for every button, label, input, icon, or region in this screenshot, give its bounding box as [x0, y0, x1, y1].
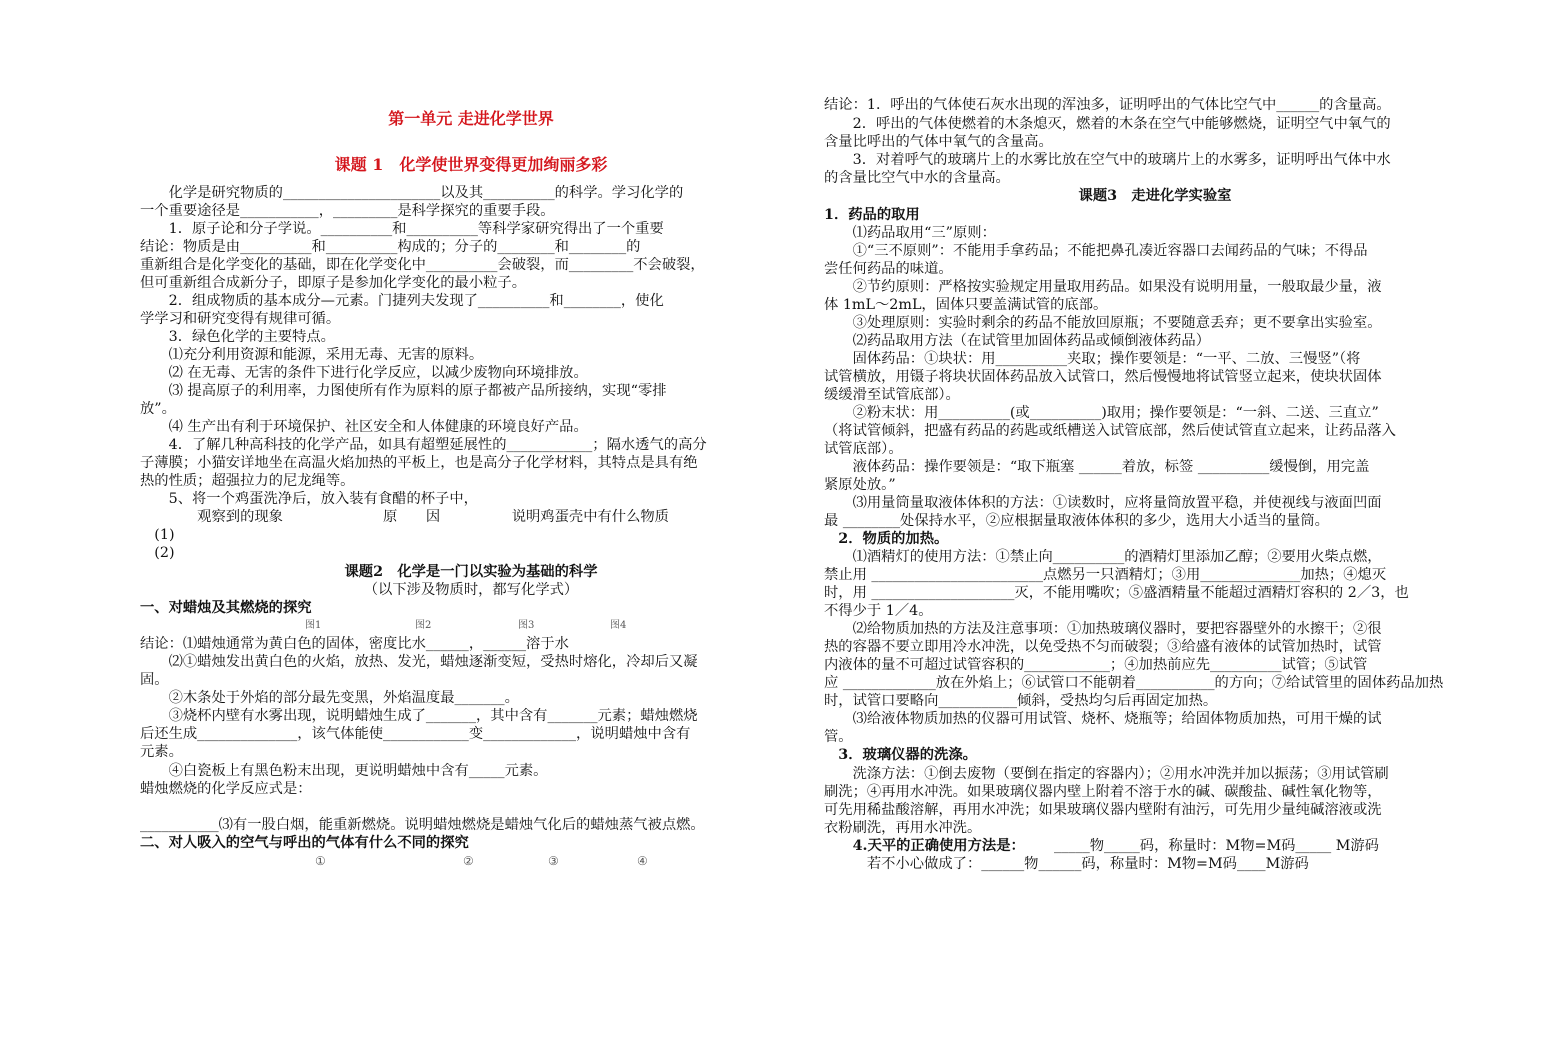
text-line: 学学习和研究变得有规律可循。: [140, 311, 341, 327]
text-line: ⑶用量筒量取液体体积的方法：①读数时，应将量筒放置平稳，并使视线与液面凹面: [824, 495, 1382, 511]
section1-heading: 一、对蜡烛及其燃烧的探究: [140, 600, 312, 616]
text-line: 热的容器不要立即用冷水冲洗，以免受热不匀而破裂；③给盛有液体的试管加热时，试管: [824, 639, 1382, 655]
text-line: 1．原子论和分子学说。__________和__________等科学家研究得出了一个重要: [140, 221, 664, 237]
text-line: ⑶给液体物质加热的仪器可用试管、烧杯、烧瓶等；给固体物质加热，可用干燥的试: [824, 711, 1382, 727]
text-line: ②节约原则：严格按实验规定用量取用药品。如果没有说明用量，一般取最少量，液: [824, 279, 1382, 295]
text-line: 体 1mL～2mL，固体只要盖满试管的底部。: [824, 297, 1108, 313]
text-line: 5、将一个鸡蛋洗净后，放入装有食醋的杯子中，: [140, 491, 478, 507]
text-line: ⑵药品取用方法（在试管里加固体药品或倾倒液体药品）: [824, 333, 1211, 349]
text-line: 最 ________处保持水平，②应根据量取液体体积的多少，选用大小适当的量筒。: [824, 513, 1329, 529]
text-line: 尝任何药品的味道。: [824, 261, 953, 277]
text-line: 液体药品：操作要领是：“取下瓶塞 ______着放，标签 __________缓慢倒，用完盖: [824, 459, 1370, 475]
section-heading: 4.天平的正确使用方法是：: [824, 838, 1025, 854]
circle-label: ②: [463, 854, 474, 868]
text-line: 2．组成物质的基本成分—元素。门捷列夫发现了__________和________，使化: [140, 293, 664, 309]
text-line: ⑴充分利用资源和能源，采用无毒、无害的原料。: [140, 347, 484, 363]
text-line: （将试管倾斜，把盛有药品的药匙或纸槽送入试管底部，然后使试管直立起来，让药品落入: [824, 423, 1396, 439]
text-line: ⑵①蜡烛发出黄白色的火焰，放热、发光，蜡烛逐渐变短，受热时熔化，冷却后又凝: [140, 654, 698, 670]
text-line: ②木条处于外焰的部分最先变黑，外焰温度最_______。: [140, 690, 519, 706]
text-line: 放”。: [140, 401, 176, 417]
text-line: ①“三不原则”：不能用手拿药品；不能把鼻孔凑近容器口去闻药品的气味；不得品: [824, 243, 1368, 259]
figure-label: 图4: [610, 620, 627, 631]
text-line: ⑴酒精灯的使用方法：①禁止向__________的酒精灯里添加乙醇；②要用火柴点燃，: [824, 549, 1382, 565]
text-line: 的含量比空气中水的含量高。: [824, 170, 1010, 186]
text-line: ⑷ 生产出有利于环境保护、社区安全和人体健康的环境良好产品。: [140, 419, 588, 435]
section-heading: 2．物质的加热。: [824, 531, 949, 547]
text-line: ②粉末状：用__________(或__________)取用；操作要领是：“一斜、二送、三直立”: [824, 405, 1379, 421]
section2-heading: 二、对人吸入的空气与呼出的气体有什么不同的探究: [140, 835, 469, 851]
text-line: 3．绿色化学的主要特点。: [140, 329, 335, 345]
text-line: 应 _____________放在外焰上；⑥试管口不能朝着___________的方向；⑦给试管里的固体药品加热: [824, 675, 1444, 691]
text-line: 洗涤方法：①倒去废物（要倒在指定的容器内）；②用水冲洗并加以振荡；③用试管刷: [824, 766, 1389, 782]
text-line: 重新组合是化学变化的基础，即在化学变化中__________会破裂，而_________不会破裂，: [140, 257, 705, 273]
text-line: 禁止用 ________________________点燃另一只酒精灯；③用______________加热；④熄灭: [824, 567, 1387, 583]
text-line: ③处理原则：实验时剩余的药品不能放回原瓶；不要随意丢弃；更不要拿出实验室。: [824, 315, 1382, 331]
text-line: 衣粉刷洗，再用水冲洗。: [824, 820, 982, 836]
text-line: _____物_____码，称量时：M物=M码_____ M游码: [1054, 838, 1379, 854]
text-line: 2．呼出的气体使燃着的木条熄灭，燃着的木条在空气中能够燃烧，证明空气中氧气的: [824, 116, 1391, 132]
text-line: 缓缓滑至试管底部）。: [824, 387, 960, 403]
text-line: 紧原处放。”: [824, 477, 896, 493]
text-line: 3．对着呼气的玻璃片上的水雾比放在空气中的玻璃片上的水雾多，证明呼出气体中水: [824, 152, 1391, 168]
text-line: 刷洗；④再用水冲洗。如果玻璃仪器内壁上附着不溶于水的碱、碳酸盐、碱性氧化物等，: [824, 784, 1382, 800]
text-line: 一个重要途径是___________，_________是科学探究的重要手段。: [140, 203, 555, 219]
circle-label: ④: [637, 854, 648, 868]
text-line: 试管底部）。: [824, 441, 903, 457]
text-line: 内液体的量不可超过试管容积的____________；④加热前应先__________试管；⑤试管: [824, 657, 1368, 673]
text-line: 若不小心做成了：______物______码，称量时：M物=M码____M游码: [824, 856, 1309, 872]
text-line: 可先用稀盐酸溶解，再用水冲洗；如果玻璃仪器内壁附有油污，可先用少量纯碱溶液或洗: [824, 802, 1382, 818]
circle-label: ③: [548, 854, 559, 868]
text-line: 时，用 ____________________灭，不能用嘴吹；⑤盛酒精量不能超过酒精灯容积的 2／3，也: [824, 585, 1409, 601]
text-line: 结论：物质是由__________和__________构成的；分子的________和________的: [140, 239, 641, 255]
text-line: ③烧杯内壁有水雾出现，说明蜡烛生成了_______，其中含有_______元素；蜡烛燃烧: [140, 708, 698, 724]
text-line: (1): [140, 527, 175, 543]
text-line: 不得少于 1／4。: [824, 603, 933, 619]
text-line: 后还生成______________，该气体能使____________变_____________，说明蜡烛中含有: [140, 726, 691, 742]
text-line: 管。: [824, 729, 853, 745]
lesson3-title: 课题3 走进化学实验室: [1078, 188, 1232, 204]
text-line: ⑵给物质加热的方法及注意事项：①加热玻璃仪器时，要把容器壁外的水擦干；②很: [824, 621, 1382, 637]
text-line: (2): [140, 545, 175, 561]
text-line: 热的性质；超强拉力的尼龙绳等。: [140, 473, 355, 489]
text-line: 时，试管口要略向___________倾斜，受热均匀后再固定加热。: [824, 693, 1218, 709]
text-line: 蜡烛燃烧的化学反应式是：: [140, 781, 312, 797]
text-line: 固。: [140, 672, 169, 688]
lesson2-title: 课题2 化学是一门以实验为基础的科学: [344, 564, 598, 580]
lesson2-subtitle: （以下涉及物质时，都写化学式）: [363, 582, 579, 598]
section-heading: 3．玻璃仪器的洗涤。: [824, 747, 977, 763]
lesson1-title: 课题 1 化学使世界变得更加绚丽多彩: [334, 155, 608, 174]
unit-title: 第一单元 走进化学世界: [388, 109, 554, 128]
figure-label: 图2: [415, 620, 432, 631]
text-line: ④白瓷板上有黑色粉末出现，更说明蜡烛中含有_____元素。: [140, 763, 548, 779]
text-line: 观察到的现象 原 因 说明鸡蛋壳中有什么物质: [140, 509, 669, 525]
text-line: ⑵ 在无毒、无害的条件下进行化学反应，以减少废物向环境排放。: [140, 365, 588, 381]
text-line: 化学是研究物质的______________________以及其__________的科学。学习化学的: [140, 185, 684, 201]
figure-label: 图3: [518, 620, 535, 631]
text-line: 4．了解几种高科技的化学产品，如具有超塑延展性的____________；隔水透气的高分: [140, 437, 707, 453]
text-line: ⑴药品取用“三”原则：: [824, 225, 996, 241]
text-line: 含量比呼出的气体中氧气的含量高。: [824, 134, 1053, 150]
text-line: 但可重新组合成新分子，即原子是参加化学变化的最小粒子。: [140, 275, 527, 291]
text-line: 固体药品：①块状：用__________夹取；操作要领是：“一平、二放、三慢竖”（将: [824, 351, 1361, 367]
text-line: ⑶ 提高原子的利用率，力图使所有作为原料的原子都被产品所接纳，实现“零排: [140, 383, 667, 399]
text-line: 结论：⑴蜡烛通常为黄白色的固体，密度比水______，______溶于水: [140, 636, 569, 652]
text-line: 子薄膜；小猫安详地坐在高温火焰加热的平板上，也是高分子化学材料，其特点是具有绝: [140, 455, 698, 471]
circle-label: ①: [315, 854, 326, 868]
text-line: 试管横放，用镊子将块状固体药品放入试管口，然后慢慢地将试管竖立起来，使块状固体: [824, 369, 1382, 385]
text-line: 元素。: [140, 744, 183, 760]
text-line: ___________⑶有一股白烟，能重新燃烧。说明蜡烛燃烧是蜡烛气化后的蜡烛蒸气被点燃。: [140, 817, 705, 833]
text-line: 结论：1．呼出的气体使石灰水出现的浑浊多，证明呼出的气体比空气中______的含量高。: [824, 97, 1391, 113]
figure-label: 图1: [305, 620, 322, 631]
section-heading: 1．药品的取用: [824, 207, 920, 223]
